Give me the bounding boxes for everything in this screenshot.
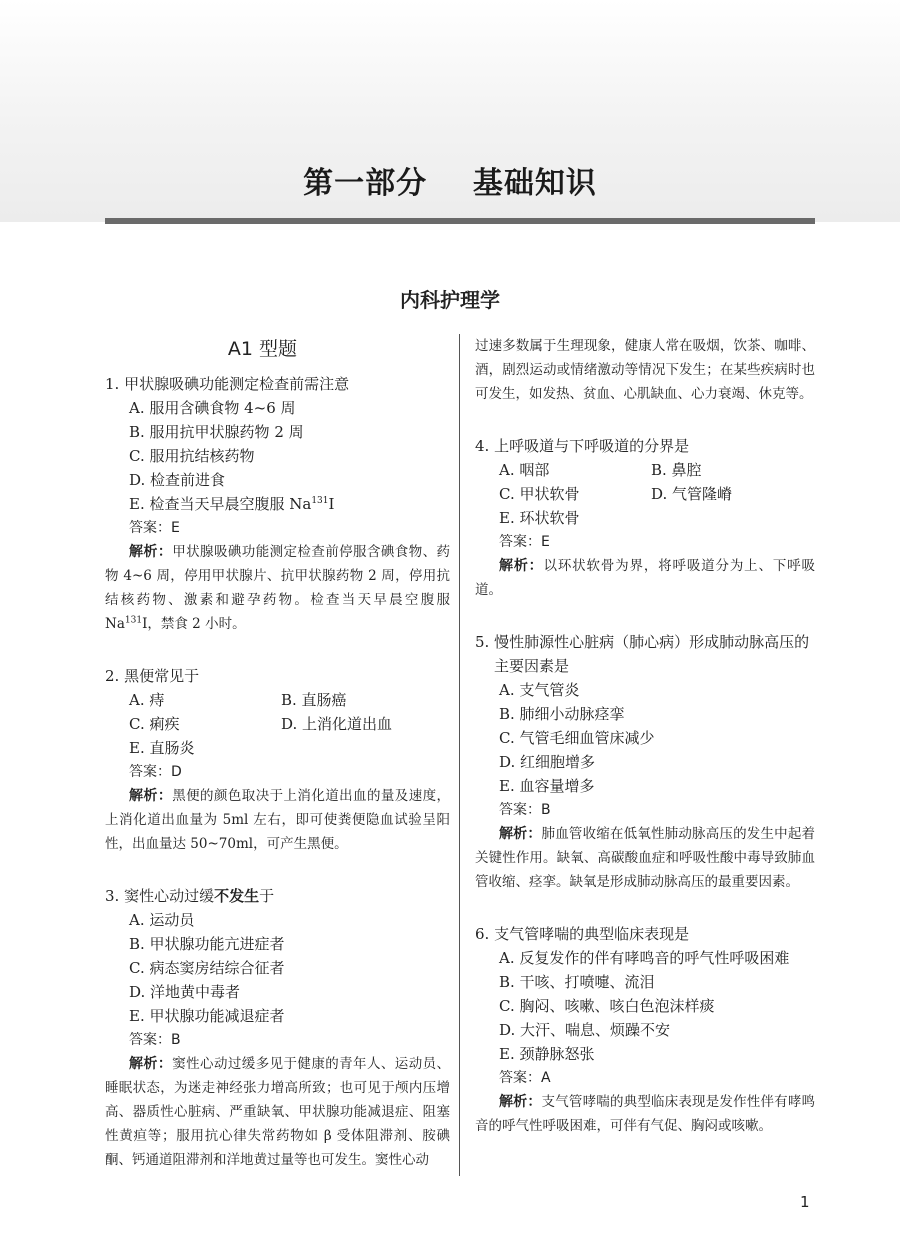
question-1	[105, 372, 450, 636]
option-b: B. 鼻腔	[651, 461, 702, 479]
explanation	[105, 540, 450, 636]
explanation-text: 窦性心动过缓多见于健康的青年人、运动员、睡眠状态，为迷走神经张力增高所致；也可见于颅内压增高、器质性心脏病、严重缺氧、甲状腺功能减退症、阻塞性黄疸等；服用抗心律失常药物如 β 受体阻滞剂、胺碘酮、钙通道阻滞剂和洋地黄过量等也可发生。窦性心动	[105, 1056, 451, 1168]
answer-label: 答案：	[499, 802, 541, 818]
option-d: D. 洋地黄中毒者	[129, 983, 241, 1001]
analysis-label: 解析：	[499, 826, 542, 842]
option-row	[105, 712, 450, 736]
explanation	[105, 784, 450, 856]
isotope-superscript: 131	[311, 496, 329, 506]
question-2	[105, 664, 450, 856]
answer-value: E	[171, 520, 180, 536]
stem-text: 3. 窦性心动过缓	[105, 887, 215, 905]
option-row	[475, 482, 815, 506]
answer	[105, 760, 450, 784]
option-e: E. 血容量增多	[499, 777, 595, 795]
option-c: C. 胸闷、咳嗽、咳白色泡沫样痰	[499, 997, 715, 1015]
analysis-label: 解析：	[499, 558, 544, 574]
analysis-label: 解析：	[129, 1056, 173, 1072]
answer-label: 答案：	[499, 534, 541, 550]
answer	[475, 1066, 815, 1090]
part-title: 第一部分 基础知识	[303, 166, 597, 201]
isotope-superscript: 131	[124, 615, 143, 626]
question-3	[105, 884, 450, 1172]
option-a: A. 反复发作的伴有哮鸣音的呼气性呼吸困难	[499, 949, 790, 967]
option-d: D. 气管隆嵴	[651, 485, 733, 503]
explanation	[475, 822, 815, 894]
explanation-text: 以环状软骨为界，将呼吸道分为上、下呼吸道。	[475, 558, 815, 598]
question-stem: 6. 支气管哮喘的典型临床表现是	[475, 925, 690, 943]
answer-value: E	[541, 534, 550, 550]
explanation-text: 黑便的颜色取决于上消化道出血的量及速度，上消化道出血量为 5ml 左右，即可使粪便隐血试验呈阳性，出血量达 50~70ml，可产生黑便。	[105, 788, 451, 852]
answer-label: 答案：	[129, 764, 171, 780]
option-a: A. 支气管炎	[499, 681, 580, 699]
analysis-label: 解析：	[129, 788, 173, 804]
option-d: D. 红细胞增多	[499, 753, 596, 771]
explanation-text: 支气管哮喘的典型临床表现是发作性伴有哮鸣音的呼气性呼吸困难，可伴有气促、胸闷或咳嗽。	[475, 1094, 816, 1134]
option-e	[105, 492, 450, 516]
question-4	[475, 434, 815, 602]
answer-value: D	[171, 764, 182, 780]
stem-emphasis: 不发生	[214, 887, 260, 905]
option-row	[105, 688, 450, 712]
page-number: 1	[800, 1193, 810, 1211]
option-e: E. 甲状腺功能减退症者	[129, 1007, 285, 1025]
question-6	[475, 922, 815, 1138]
option-text: E. 检查当天早晨空腹服 Na	[129, 495, 312, 513]
answer-value: B	[541, 802, 551, 818]
question-type-title: A1 型题	[227, 338, 298, 360]
answer-value: B	[171, 1032, 181, 1048]
answer	[105, 1028, 450, 1052]
column-divider	[459, 334, 460, 1176]
option-row	[475, 458, 815, 482]
left-column	[105, 334, 450, 1172]
question-stem: 1. 甲状腺吸碘功能测定检查前需注意	[105, 375, 350, 393]
option-e: E. 直肠炎	[129, 739, 195, 757]
option-b: B. 干咳、打喷嚏、流泪	[499, 973, 655, 991]
question-stem	[105, 884, 450, 908]
option-e: E. 颈静脉怒张	[499, 1045, 595, 1063]
analysis-label: 解析：	[129, 544, 173, 560]
explanation-text: 肺血管收缩在低氧性肺动脉高压的发生中起着关键性作用。缺氧、高碳酸血症和呼吸性酸中毒导致肺血管收缩、痉挛。缺氧是形成肺动脉高压的最重要因素。	[475, 826, 816, 890]
option-d: D. 上消化道出血	[281, 715, 393, 733]
question-stem: 2. 黑便常见于	[105, 667, 200, 685]
explanation	[105, 1052, 450, 1172]
question-stem: 5. 慢性肺源性心脏病（肺心病）形成肺动脉高压的主要因素是	[475, 633, 810, 675]
option-b: B. 直肠癌	[281, 691, 347, 709]
option-d: D. 大汗、喘息、烦躁不安	[499, 1021, 671, 1039]
option-b: B. 甲状腺功能亢进症者	[129, 935, 285, 953]
option-b: B. 服用抗甲状腺药物 2 周	[129, 423, 304, 441]
right-column	[475, 334, 815, 1138]
answer-label: 答案：	[129, 520, 171, 536]
analysis-label: 解析：	[499, 1094, 542, 1110]
option-c: C. 痢疾	[129, 715, 180, 733]
answer-label: 答案：	[129, 1032, 171, 1048]
answer	[105, 516, 450, 540]
explanation-text-tail: I，禁食 2 小时。	[142, 616, 246, 632]
option-c: C. 病态窦房结综合征者	[129, 959, 285, 977]
option-c: C. 气管毛细血管床减少	[499, 729, 655, 747]
stem-text-tail: 于	[259, 887, 275, 905]
option-d: D. 检查前进食	[129, 471, 226, 489]
explanation-text: 甲状腺吸碘功能测定检查前停服含碘食物、药物 4~6 周，停用甲状腺片、抗甲状腺药物 2 周，停用抗结核药物、激素和避孕药物。检查当天早晨空腹服 Na	[105, 544, 451, 632]
option-c: C. 甲状软骨	[499, 485, 580, 503]
answer-label: 答案：	[499, 1070, 541, 1086]
option-b: B. 肺细小动脉痉挛	[499, 705, 625, 723]
header-rule	[105, 218, 815, 224]
option-a: A. 咽部	[499, 461, 550, 479]
explanation	[475, 554, 815, 602]
answer-value: A	[541, 1070, 551, 1086]
option-a: A. 运动员	[129, 911, 195, 929]
option-e: E. 环状软骨	[499, 509, 580, 527]
option-a: A. 痔	[129, 691, 165, 709]
option-text-tail: I	[328, 495, 335, 513]
explanation-continued: 过速多数属于生理现象，健康人常在吸烟，饮茶、咖啡、酒，剧烈运动或情绪激动等情况下发生；在某些疾病时也可发生，如发热、贫血、心肌缺血、心力衰竭、休克等。	[475, 338, 815, 402]
question-stem: 4. 上呼吸道与下呼吸道的分界是	[475, 437, 690, 455]
section-title: 内科护理学	[400, 288, 500, 312]
answer	[475, 530, 815, 554]
option-c: C. 服用抗结核药物	[129, 447, 255, 465]
option-a: A. 服用含碘食物 4~6 周	[129, 399, 296, 417]
question-5	[475, 630, 815, 894]
answer	[475, 798, 815, 822]
explanation	[475, 1090, 815, 1138]
